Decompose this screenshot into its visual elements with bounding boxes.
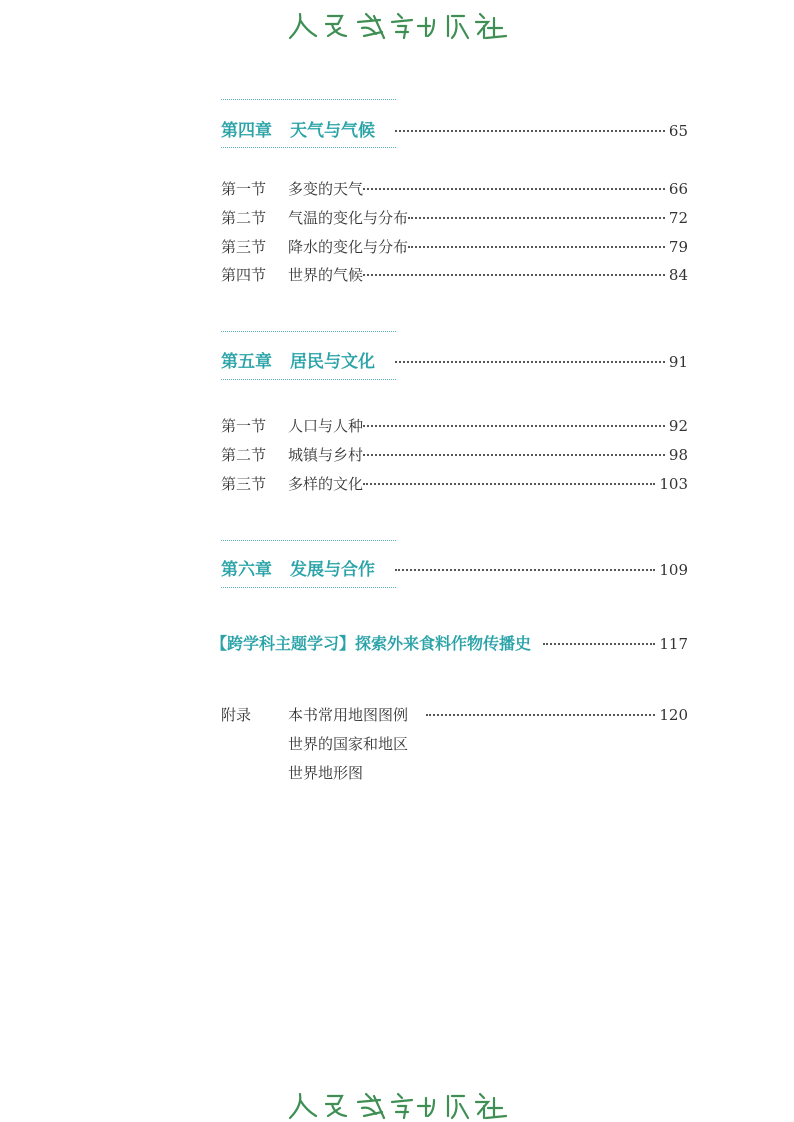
section-number: 第一节 — [221, 417, 267, 435]
section-page: 66 — [668, 180, 688, 198]
section-entry[interactable] — [221, 264, 688, 285]
section-title: 世界的气候 — [288, 266, 364, 284]
section-number: 第三节 — [221, 475, 267, 493]
section-title: 人口与人种 — [288, 417, 364, 435]
section-entry[interactable] — [221, 178, 688, 199]
cross-subject-page: 117 — [659, 635, 688, 653]
chapter-divider — [221, 331, 396, 332]
appendix-item[interactable] — [288, 733, 688, 762]
publisher-logo-bottom — [280, 1086, 520, 1122]
chapter-5-title: 第五章 居民与文化 — [221, 352, 375, 372]
chapter-divider — [221, 379, 396, 380]
section-number: 第三节 — [221, 238, 267, 256]
chapter-divider — [221, 147, 396, 148]
dot-leader — [426, 714, 655, 716]
chapter-divider — [221, 540, 396, 541]
appendix-items — [288, 704, 688, 791]
chapter-5-page: 91 — [668, 353, 688, 371]
dot-leader — [363, 188, 665, 190]
section-page: 98 — [668, 446, 688, 464]
section-entry[interactable] — [221, 415, 688, 436]
section-page: 84 — [668, 266, 688, 284]
dot-leader — [408, 217, 665, 219]
dot-leader — [363, 274, 665, 276]
section-title: 降水的变化与分布 — [288, 238, 409, 256]
section-number: 第二节 — [221, 209, 267, 227]
publisher-logo-top — [280, 6, 520, 42]
chapter-4-entry[interactable] — [221, 116, 688, 141]
dot-leader — [543, 643, 655, 645]
section-title: 城镇与乡村 — [288, 446, 364, 464]
appendix-label: 附录 — [221, 706, 252, 724]
section-entry[interactable] — [221, 444, 688, 465]
section-page: 79 — [668, 238, 688, 256]
section-title: 多样的文化 — [288, 475, 364, 493]
chapter-4-title: 第四章 天气与气候 — [221, 121, 375, 141]
section-entry[interactable] — [221, 473, 688, 494]
dot-leader — [395, 569, 655, 571]
section-number: 第二节 — [221, 446, 267, 464]
dot-leader — [363, 425, 665, 427]
dot-leader — [395, 130, 665, 132]
publisher-calligraphy-icon — [280, 1086, 520, 1122]
dot-leader — [408, 246, 665, 248]
cross-subject-entry[interactable] — [211, 631, 688, 654]
appendix-item[interactable] — [288, 762, 688, 791]
section-entry[interactable] — [221, 236, 688, 257]
chapter-5-entry[interactable] — [221, 347, 688, 372]
section-page: 72 — [668, 209, 688, 227]
appendix-item-page: 120 — [659, 706, 688, 724]
section-entry[interactable] — [221, 207, 688, 228]
chapter-4-page: 65 — [668, 122, 688, 140]
chapter-divider — [221, 99, 396, 100]
chapter-6-page: 109 — [659, 561, 688, 579]
chapter-6-entry[interactable] — [221, 555, 688, 580]
appendix-item-title: 本书常用地图图例 — [288, 706, 409, 724]
section-page: 103 — [659, 475, 688, 493]
appendix-item-title: 世界地形图 — [288, 764, 364, 782]
dot-leader — [395, 361, 665, 363]
dot-leader — [363, 483, 655, 485]
section-number: 第一节 — [221, 180, 267, 198]
chapter-6-title: 第六章 发展与合作 — [221, 560, 375, 580]
publisher-calligraphy-icon — [280, 6, 520, 42]
section-number: 第四节 — [221, 266, 267, 284]
section-page: 92 — [668, 417, 688, 435]
section-title: 气温的变化与分布 — [288, 209, 409, 227]
dot-leader — [363, 454, 665, 456]
cross-subject-label: 【跨学科主题学习】 — [211, 634, 356, 653]
chapter-divider — [221, 587, 396, 588]
cross-subject-title: 探索外来食料作物传播史 — [355, 634, 532, 653]
appendix-item-title: 世界的国家和地区 — [288, 735, 409, 753]
section-title: 多变的天气 — [288, 180, 364, 198]
appendix-item[interactable] — [288, 704, 688, 733]
